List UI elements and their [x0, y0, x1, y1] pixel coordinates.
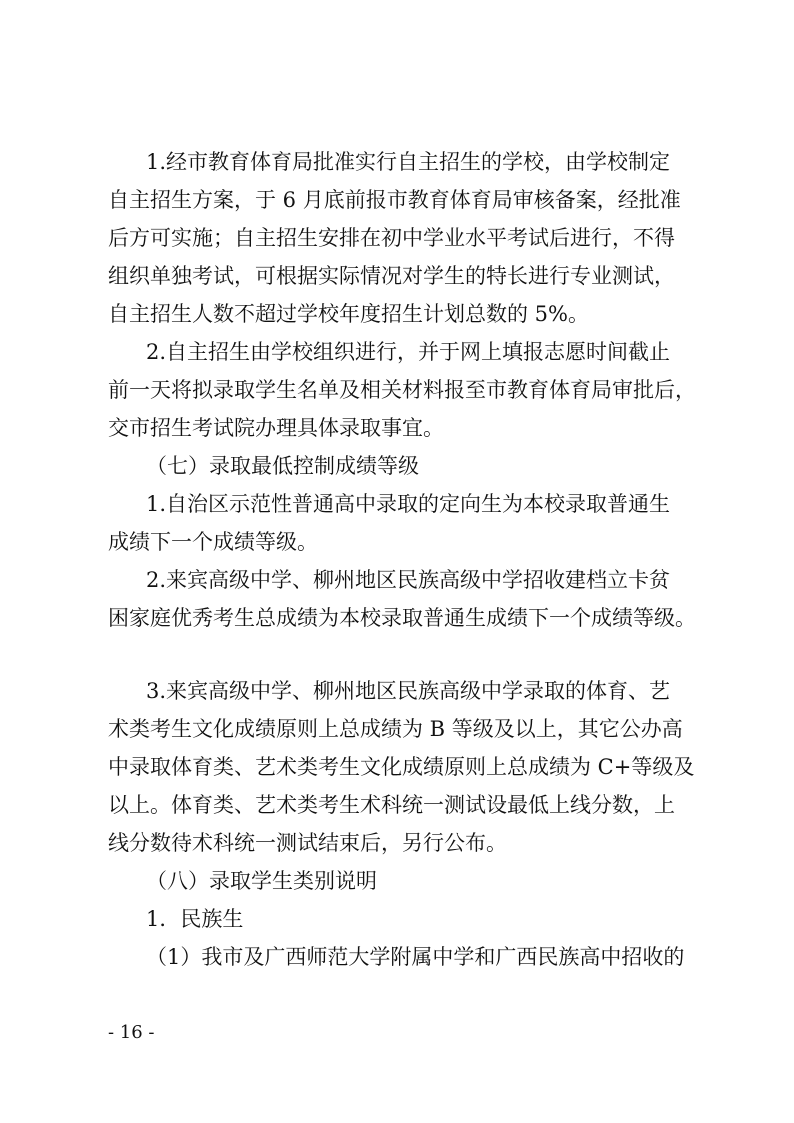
paragraph-line: 前一天将拟录取学生名单及相关材料报至市教育体育局审批后，	[108, 378, 696, 402]
paragraph-line: 组织单独考试，可根据实际情况对学生的特长进行专业测试，	[108, 264, 675, 288]
paragraph-line: 术类考生文化成绩原则上总成绩为 B 等级及以上，其它公办高	[108, 717, 683, 741]
paragraph-line: 交市招生考试院办理具体录取事宜。	[108, 416, 444, 440]
paragraph-line: 中录取体育类、艺术类考生文化成绩原则上总成绩为 C+等级及	[108, 755, 695, 779]
paragraph-line: 困家庭优秀考生总成绩为本校录取普通生成绩下一个成绩等级。	[108, 606, 696, 630]
section-heading: （八）录取学生类别说明	[146, 869, 377, 893]
paragraph-line: （1）我市及广西师范大学附属中学和广西民族高中招收的	[146, 945, 685, 969]
paragraph-line: 后方可实施；自主招生安排在初中学业水平考试后进行，不得	[108, 226, 675, 250]
paragraph-line: 以上。体育类、艺术类考生术科统一测试设最低上线分数，上	[108, 793, 675, 817]
paragraph-line: 3.来宾高级中学、柳州地区民族高级中学录取的体育、艺	[146, 679, 671, 703]
paragraph-line: 成绩下一个成绩等级。	[108, 530, 318, 554]
paragraph-line: 1.自治区示范性普通高中录取的定向生为本校录取普通生	[146, 492, 671, 516]
paragraph-line: 2.来宾高级中学、柳州地区民族高级中学招收建档立卡贫	[146, 568, 671, 592]
paragraph-line: 2.自主招生由学校组织进行，并于网上填报志愿时间截止	[146, 340, 671, 364]
page-number: - 16 -	[108, 1022, 155, 1043]
section-heading: （七）录取最低控制成绩等级	[146, 454, 419, 478]
paragraph-line: 1．民族生	[146, 907, 244, 931]
paragraph-line: 自主招生人数不超过学校年度招生计划总数的 5%。	[108, 302, 589, 326]
paragraph-line: 线分数待术科统一测试结束后，另行公布。	[108, 831, 507, 855]
paragraph-line: 1.经市教育体育局批准实行自主招生的学校，由学校制定	[146, 150, 671, 174]
paragraph-line: 自主招生方案，于 6 月底前报市教育体育局审核备案，经批准	[108, 188, 681, 212]
